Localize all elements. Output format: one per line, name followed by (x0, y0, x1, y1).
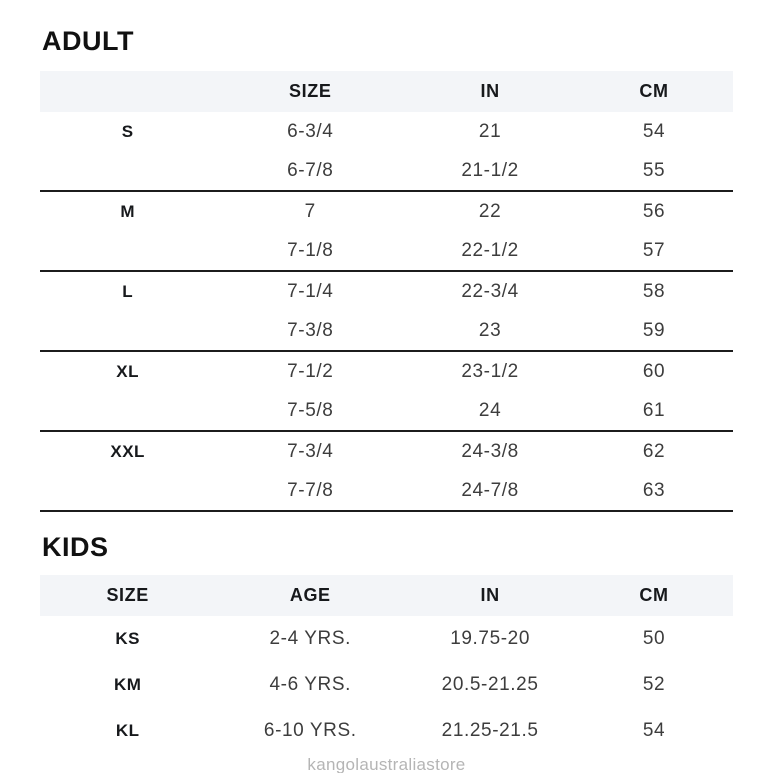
size-value: 7-1/4 (287, 280, 334, 302)
adult-size-table (40, 71, 733, 512)
in-value: 23 (478, 319, 502, 341)
in-value: 23-1/2 (461, 360, 519, 382)
cm-value: 52 (642, 674, 666, 695)
adult-header-in: IN (480, 81, 500, 101)
size-label: KS (115, 629, 140, 648)
table-row (40, 151, 733, 192)
size-label: XL (116, 361, 140, 381)
cm-value: 57 (642, 239, 666, 261)
cm-value: 62 (642, 440, 666, 462)
kids-table-header-row (40, 575, 733, 616)
size-value: 7-7/8 (287, 479, 334, 501)
cm-value: 58 (642, 280, 666, 302)
cm-value: 50 (642, 628, 666, 649)
kids-header-size: SIZE (106, 585, 149, 605)
size-value: 7-3/4 (287, 440, 334, 462)
size-value: 7-1/2 (287, 360, 334, 382)
table-row (40, 708, 733, 754)
size-label: L (122, 281, 134, 301)
size-value: 7-1/8 (287, 239, 334, 261)
kids-header-age: AGE (289, 585, 331, 605)
adult-table-header-row (40, 71, 733, 112)
age-value: 2-4 YRS. (269, 628, 352, 649)
in-value: 24-3/8 (461, 440, 519, 462)
cm-value: 63 (642, 479, 666, 501)
table-row (40, 231, 733, 272)
in-value: 19.75-20 (450, 628, 530, 649)
in-value: 24 (478, 399, 502, 421)
cm-value: 59 (642, 319, 666, 341)
cm-value: 54 (642, 720, 666, 741)
table-row (40, 352, 733, 391)
in-value: 21 (478, 120, 502, 142)
size-value: 6-3/4 (287, 120, 334, 142)
size-value: 7-3/8 (287, 319, 334, 341)
adult-header-cm: CM (639, 81, 669, 101)
table-row (40, 112, 733, 151)
size-label: KM (113, 675, 142, 694)
in-value: 21-1/2 (461, 159, 519, 181)
kids-header-in: IN (480, 585, 500, 605)
adult-section-title: ADULT (42, 26, 134, 56)
in-value: 24-7/8 (461, 479, 519, 501)
in-value: 22 (478, 200, 502, 222)
kids-section-title: KIDS (42, 532, 109, 562)
in-value: 22-1/2 (461, 239, 519, 261)
table-row (40, 662, 733, 708)
in-value: 20.5-21.25 (441, 674, 539, 695)
in-value: 21.25-21.5 (441, 720, 539, 741)
size-value: 6-7/8 (287, 159, 334, 181)
table-row (40, 391, 733, 432)
table-row (40, 311, 733, 352)
kids-size-table (40, 575, 733, 754)
size-value: 7 (304, 200, 316, 222)
table-row (40, 616, 733, 662)
size-label: XXL (110, 441, 145, 461)
cm-value: 55 (642, 159, 666, 181)
size-value: 7-5/8 (287, 399, 334, 421)
table-row (40, 192, 733, 231)
size-label: S (121, 121, 134, 141)
table-row (40, 471, 733, 512)
age-value: 6-10 YRS. (263, 720, 357, 741)
cm-value: 56 (642, 200, 666, 222)
table-row (40, 432, 733, 471)
age-value: 4-6 YRS. (269, 674, 352, 695)
table-row (40, 272, 733, 311)
cm-value: 60 (642, 360, 666, 382)
kids-header-cm: CM (639, 585, 669, 605)
cm-value: 61 (642, 399, 666, 421)
store-watermark: kangolaustraliastore (307, 755, 466, 773)
cm-value: 54 (642, 120, 666, 142)
size-label: KL (115, 721, 140, 740)
size-label: M (120, 201, 135, 221)
in-value: 22-3/4 (461, 280, 519, 302)
adult-header-size: SIZE (289, 81, 332, 101)
